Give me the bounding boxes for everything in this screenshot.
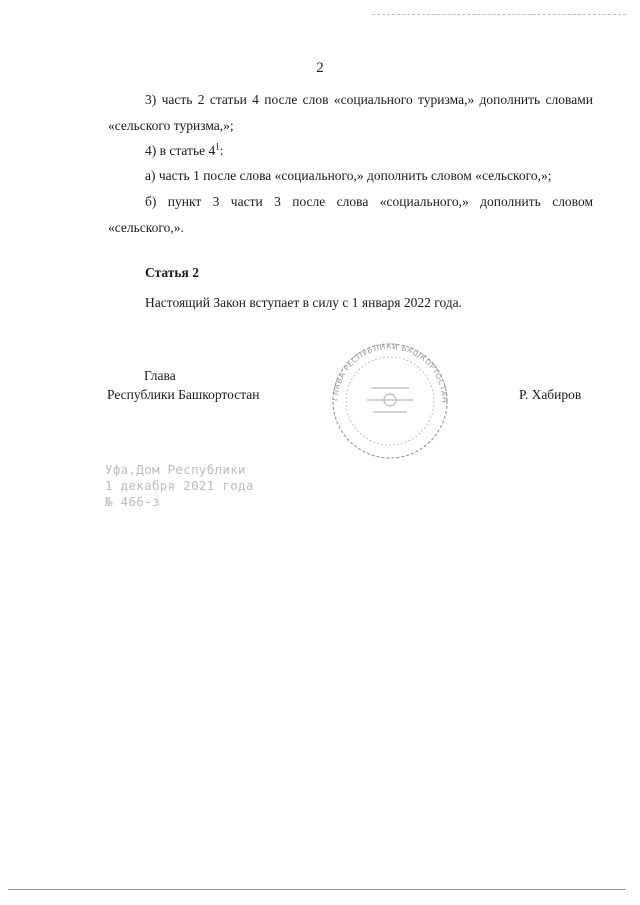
page-number: 2 bbox=[316, 60, 324, 76]
amendment-item-4-text: 4) в статье 4 bbox=[145, 143, 216, 158]
official-seal bbox=[327, 342, 453, 460]
signatory-organization: Республики Башкортостан bbox=[107, 387, 260, 402]
article-2-heading: Статья 2 bbox=[145, 265, 199, 280]
stamp-date: 1 декабря 2021 года bbox=[105, 478, 254, 493]
article-2-text: Настоящий Закон вступает в силу с 1 января 2022 года. bbox=[145, 295, 463, 310]
seal-ring-text: ГЛАВА РЕСПУБЛИКИ БАШКОРТОСТАН bbox=[330, 342, 450, 404]
top-margin-rule bbox=[372, 14, 626, 15]
signatory-name: Р. Хабиров bbox=[519, 387, 582, 402]
amendment-item-4 bbox=[108, 138, 593, 164]
amendment-item-4-superscript: 1 bbox=[215, 141, 220, 152]
amendment-item-4b: б) пункт 3 части 3 после слова «социального,» дополнить словом «сельского,». bbox=[108, 194, 593, 235]
signatory-title: Глава bbox=[144, 368, 176, 383]
registration-stamp bbox=[105, 462, 254, 510]
stamp-place: Уфа,Дом Республики bbox=[105, 462, 246, 477]
seal-inner-ring bbox=[346, 357, 434, 445]
amendment-item-3: 3) часть 2 статьи 4 после слов «социального туризма,» дополнить словами «сельского туризма,»; bbox=[108, 92, 593, 133]
amendment-item-4-colon: : bbox=[219, 143, 224, 158]
seal-center-emblem bbox=[367, 388, 413, 412]
bottom-margin-rule bbox=[8, 889, 626, 890]
stamp-number: № 466-з bbox=[105, 494, 160, 509]
amendment-item-4a: а) часть 1 после слова «социального,» дополнить словом «сельского,»; bbox=[145, 168, 552, 183]
